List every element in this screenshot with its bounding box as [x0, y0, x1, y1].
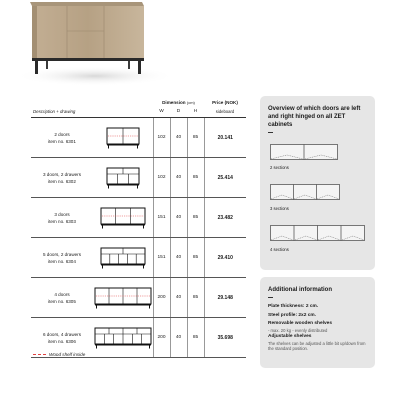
- depth-value: 40: [170, 198, 187, 238]
- width-value: 102: [153, 158, 170, 198]
- item-number: item no. 6306: [48, 338, 76, 344]
- hinge-diagram-2-sections: [270, 144, 338, 160]
- plate-thickness: Plate thickness: 2 cm.: [268, 304, 319, 309]
- shelves-note: - max. 20 kg - evenly distributed: [268, 327, 328, 333]
- depth-value: 40: [170, 278, 187, 318]
- hinge-panel-title: Overview of which doors are left and right hinged on all ZET cabinets: [268, 106, 361, 128]
- width-value: 200: [153, 318, 170, 358]
- item-name: 4 doors: [54, 291, 70, 297]
- cabinet-drawing: [94, 287, 152, 309]
- price-header: Price (NOK): [212, 100, 238, 105]
- sideboard-photo: [0, 0, 400, 92]
- hinge-diagram-3-sections: [270, 184, 340, 200]
- cabinet-drawing: [100, 247, 146, 269]
- item-name: 2 doors: [54, 131, 70, 137]
- item-number: item no. 6305: [48, 298, 76, 304]
- table-row: [31, 118, 246, 158]
- item-number: item no. 6301: [48, 138, 76, 144]
- depth-value: 40: [170, 318, 187, 358]
- divider: [268, 297, 273, 298]
- price-value: 29.410: [204, 238, 246, 278]
- height-value: 85: [187, 198, 204, 238]
- cabinet-drawing: [94, 327, 152, 349]
- item-number: item no. 6303: [48, 218, 76, 224]
- table-row: [31, 278, 246, 318]
- depth-value: 40: [170, 118, 187, 158]
- price-value: 23.482: [204, 198, 246, 238]
- width-value: 151: [153, 198, 170, 238]
- item-number: item no. 6304: [48, 258, 76, 264]
- height-value: 85: [187, 238, 204, 278]
- hinge-label: 3 sections: [270, 206, 289, 211]
- item-name: 6 doors, 4 drawers: [42, 331, 82, 337]
- shelves-title: Removable wooden shelves: [268, 321, 332, 326]
- width-value: 151: [153, 238, 170, 278]
- height-value: 85: [187, 278, 204, 318]
- table-row: [31, 198, 246, 238]
- price-value: 29.148: [204, 278, 246, 318]
- table-row: [31, 158, 246, 198]
- adjustable-title: Adjustable shelves: [268, 334, 312, 339]
- height-header: H: [187, 105, 204, 118]
- height-value: 85: [187, 158, 204, 198]
- table-row: [31, 238, 246, 278]
- legend-label: Wood shelf inside: [49, 352, 86, 357]
- depth-value: 40: [170, 238, 187, 278]
- item-name: 3 doors: [54, 211, 70, 217]
- price-value: 25.414: [204, 158, 246, 198]
- price-table: [31, 96, 246, 358]
- hinge-label: 2 sections: [270, 165, 289, 170]
- cabinet-drawing: [100, 207, 146, 229]
- price-value: 35.698: [204, 318, 246, 358]
- dimension-header: Dimension (cm): [162, 100, 195, 105]
- additional-info-panel: [260, 277, 375, 368]
- height-value: 85: [187, 118, 204, 158]
- info-panel-title: Additional information: [268, 287, 332, 293]
- item-name: 5 doors, 2 drawers: [42, 251, 82, 257]
- height-value: 85: [187, 318, 204, 358]
- item-number: item no. 6302: [48, 178, 76, 184]
- description-header: Description + drawing: [31, 105, 153, 118]
- cabinet-drawing: [106, 167, 140, 189]
- depth-header: D: [170, 105, 187, 118]
- hinge-diagram-4-sections: [270, 225, 365, 241]
- price-value: 20.141: [204, 118, 246, 158]
- adjustable-note: The shelves can be adjusted a little bit up/down from the standard position.: [268, 340, 366, 351]
- item-name: 3 doors, 2 drawers: [42, 171, 82, 177]
- steel-profile: Steel profile: 2x2 cm.: [268, 312, 316, 318]
- dashed-line-icon: [33, 354, 46, 355]
- width-value: 102: [153, 118, 170, 158]
- cabinet-drawing: [106, 127, 140, 149]
- depth-value: 40: [170, 158, 187, 198]
- width-value: 200: [153, 278, 170, 318]
- shelf-legend: [33, 352, 85, 357]
- hinge-label: 4 sections: [270, 247, 289, 252]
- hinge-overview-panel: [260, 96, 375, 270]
- price-subheader: sideboard: [204, 105, 246, 118]
- divider: [268, 132, 273, 133]
- width-header: W: [153, 105, 170, 118]
